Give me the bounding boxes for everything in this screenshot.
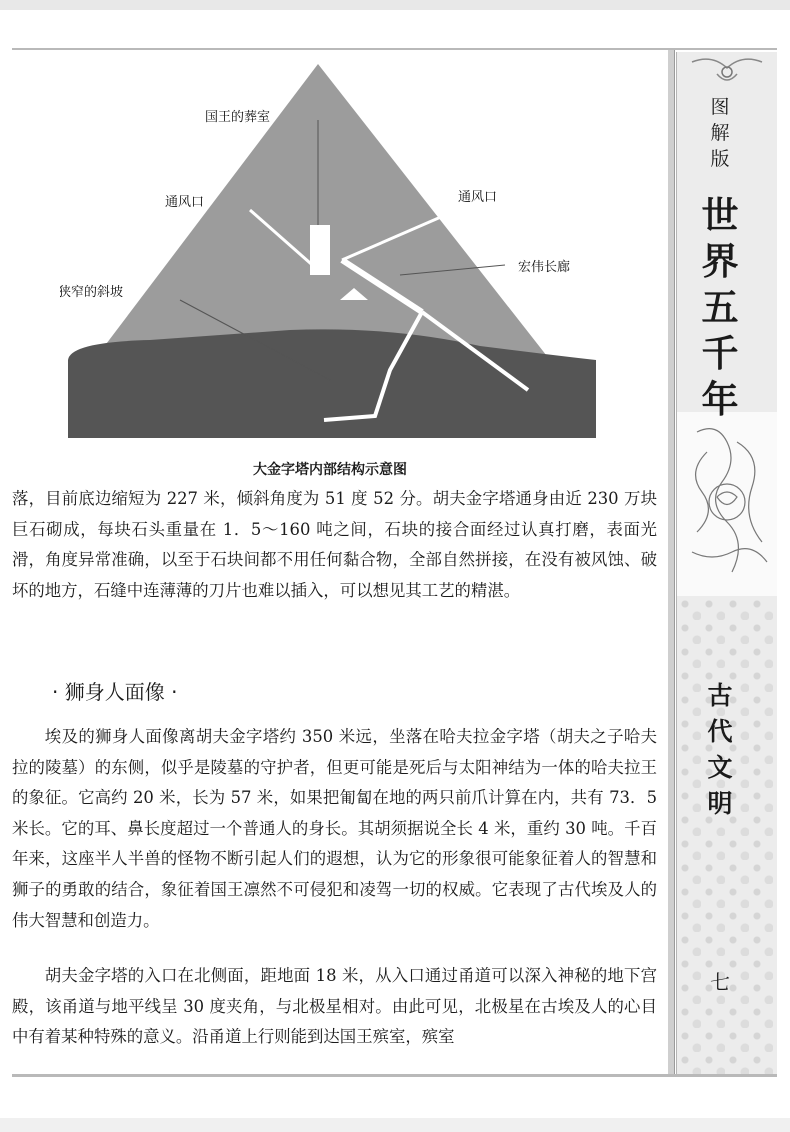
kings-chamber xyxy=(310,225,330,275)
figure-caption: 大金字塔内部结构示意图 xyxy=(253,462,407,478)
label-air-shaft-right: 通风口 xyxy=(458,190,498,205)
bottom-rule xyxy=(12,1074,777,1077)
paragraph-3: 胡夫金字塔的入口在北侧面，距地面 18 米，从入口通过甬道可以深入神秘的地下宫殿，该甬道与地平线呈 30 度夹角，与北极星相对。由此可见，北极星在古埃及人的心目中有着某种特殊的意义。沿甬道上行则能到达国王殡室，殡室 xyxy=(12,966,657,1047)
book-title: 世 界 五 千 年 xyxy=(701,193,739,421)
page-number: 七 xyxy=(710,970,730,994)
top-border xyxy=(0,0,790,10)
paragraph-1: 落，目前底边缩短为 227 米，倾斜角度为 51 度 52 分。胡夫金字塔通身由近 230 万块巨石砌成，每块石头重量在 1．5～160 吨之间，石块的接合面经过认真打磨，表面光滑，角度异常准确，以至于石块间都不用任何黏合物，全部自然拼接，在没有被风蚀、破坏的地方，石缝中连薄薄的刀片也难以插入，可以想见其工艺的精湛。 xyxy=(12,489,657,600)
top-rule xyxy=(12,48,777,50)
ornament-icon xyxy=(677,52,777,92)
pyramid-diagram xyxy=(60,60,600,440)
section-title: 古 代 文 明 xyxy=(707,681,733,818)
label-grand-gallery: 宏伟长廊 xyxy=(518,260,571,275)
sidebar-pattern xyxy=(676,596,777,1074)
sidebar-phoenix-illustration xyxy=(676,412,777,596)
section-heading: · 狮身人面像 · xyxy=(52,680,178,704)
label-kings-chamber: 国王的葬室 xyxy=(205,110,271,125)
label-narrow-ramp: 狭窄的斜坡 xyxy=(60,285,124,300)
bottom-border xyxy=(0,1118,790,1132)
book-edition-label: 图 解 版 xyxy=(710,96,730,170)
sidebar-frame xyxy=(668,50,675,1074)
label-air-shaft-left: 通风口 xyxy=(165,195,205,210)
pyramid-shape xyxy=(94,64,550,360)
paragraph-2: 埃及的狮身人面像离胡夫金字塔约 350 米远，坐落在哈夫拉金字塔（胡夫之子哈夫拉的陵墓）的东侧，似乎是陵墓的守护者，但更可能是死后与太阳神结为一体的哈夫拉王的象征。它高约 20 米，长为 57 米，如果把匍匐在地的两只前爪计算在内，共有 73．5 米长。它的耳、鼻长度超过一个普通人的身长。其胡须据说全长 4 米，重约 30 吨。千百年来，这座半人半兽的怪物不断引起人们的遐想，认为它的形象很可能象征着人的智慧和狮子的勇敢的结合，象征着国王凛然不可侵犯和凌驾一切的权威。它表现了古代埃及人的伟大智慧和创造力。 xyxy=(12,727,657,930)
